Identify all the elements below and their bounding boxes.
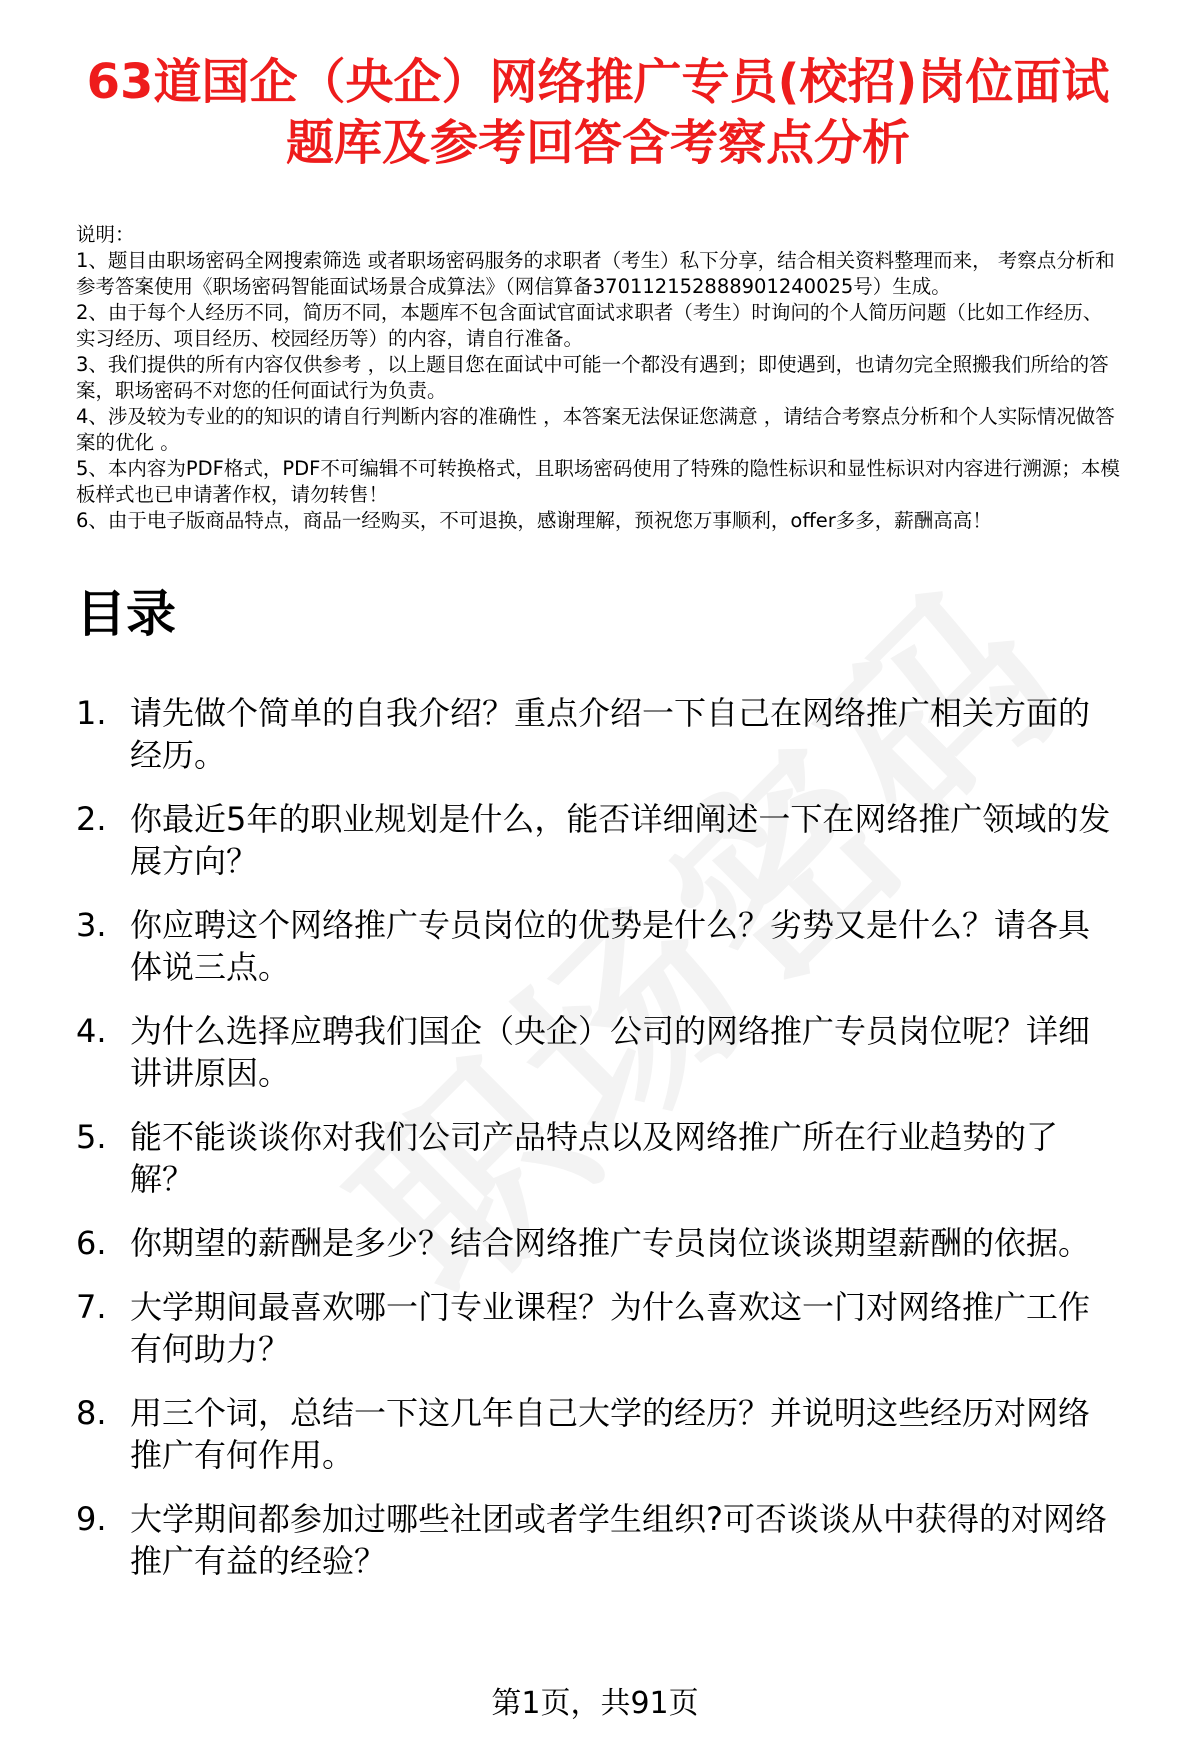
toc-item-text: 你最近5年的职业规划是什么，能否详细阐述一下在网络推广领域的发展方向？ — [130, 800, 1111, 880]
toc-item-text: 大学期间最喜欢哪一门专业课程？为什么喜欢这一门对网络推广工作有何助力？ — [130, 1288, 1091, 1368]
note-item: 4、涉及较为专业的的知识的请自行判断内容的准确性 ，本答案无法保证您满意 ，请结合考察点分析和个人实际情况做答案的优化 。 — [76, 405, 1115, 454]
toc-item[interactable] — [76, 904, 1120, 988]
toc-item-number: 4. — [76, 1012, 107, 1050]
toc-item-text: 你期望的薪酬是多少？结合网络推广专员岗位谈谈期望薪酬的依据。 — [130, 1224, 1091, 1262]
toc-item-text: 你应聘这个网络推广专员岗位的优势是什么？劣势又是什么？请各具体说三点。 — [130, 906, 1091, 986]
toc-item-text: 为什么选择应聘我们国企（央企）公司的网络推广专员岗位呢？详细讲讲原因。 — [130, 1012, 1091, 1092]
toc-item-number: 8. — [76, 1394, 107, 1432]
toc-item-number: 5. — [76, 1118, 107, 1156]
toc-heading: 目录 — [76, 585, 176, 643]
toc-item[interactable] — [76, 1222, 1120, 1264]
toc-item[interactable] — [76, 1392, 1120, 1476]
toc-item-text: 用三个词，总结一下这几年自己大学的经历？并说明这些经历对网络推广有何作用。 — [130, 1394, 1091, 1474]
note-item: 6、由于电子版商品特点，商品一经购买，不可退换，感谢理解，预祝您万事顺利，offer多多，薪酬高高！ — [76, 509, 992, 532]
toc-item[interactable] — [76, 1498, 1120, 1582]
page-number: 第1页，共91页 — [491, 1686, 699, 1721]
document-title: 63道国企（央企）网络推广专员(校招)岗位面试题库及参考回答含考察点分析 — [86, 54, 1110, 171]
note-item: 2、由于每个人经历不同，简历不同，本题库不包含面试官面试求职者（考生）时询问的个人简历问题（比如工作经历、实习经历、项目经历、校园经历等）的内容，请自行准备。 — [76, 301, 1103, 350]
toc-item-text: 能不能谈谈你对我们公司产品特点以及网络推广所在行业趋势的了解？ — [130, 1118, 1059, 1198]
toc-item-number: 2. — [76, 800, 107, 838]
toc-item[interactable] — [76, 1116, 1120, 1200]
note-item: 1、题目由职场密码全网搜索筛选 或者职场密码服务的求职者（考生）私下分享，结合相关资料整理而来， 考察点分析和参考答案使用《职场密码智能面试场景合成算法》（网信算备370112152888901240025号）生成。 — [76, 249, 1115, 298]
toc-item-number: 9. — [76, 1500, 107, 1538]
toc-item-number: 6. — [76, 1224, 107, 1262]
toc-item-text: 请先做个简单的自我介绍？重点介绍一下自己在网络推广相关方面的经历。 — [130, 694, 1091, 774]
notes-heading: 说明： — [76, 223, 135, 246]
toc-item[interactable] — [76, 1286, 1120, 1370]
note-item: 5、本内容为PDF格式，PDF不可编辑不可转换格式，且职场密码使用了特殊的隐性标识和显性标识对内容进行溯源；本模板样式也已申请著作权，请勿转售！ — [76, 457, 1120, 506]
toc-item-number: 7. — [76, 1288, 107, 1326]
notes-section — [76, 222, 1120, 534]
toc-item-number: 3. — [76, 906, 107, 944]
toc-item[interactable] — [76, 798, 1120, 882]
toc-item-number: 1. — [76, 694, 107, 732]
toc-list — [76, 692, 1120, 1582]
toc-item[interactable] — [76, 1010, 1120, 1094]
toc-item[interactable] — [76, 692, 1120, 776]
toc-item-text: 大学期间都参加过哪些社团或者学生组织?可否谈谈从中获得的对网络推广有益的经验？ — [130, 1500, 1107, 1580]
note-item: 3、我们提供的所有内容仅供参考 ，以上题目您在面试中可能一个都没有遇到；即使遇到，也请勿完全照搬我们所给的答案，职场密码不对您的任何面试行为负责。 — [76, 353, 1109, 402]
